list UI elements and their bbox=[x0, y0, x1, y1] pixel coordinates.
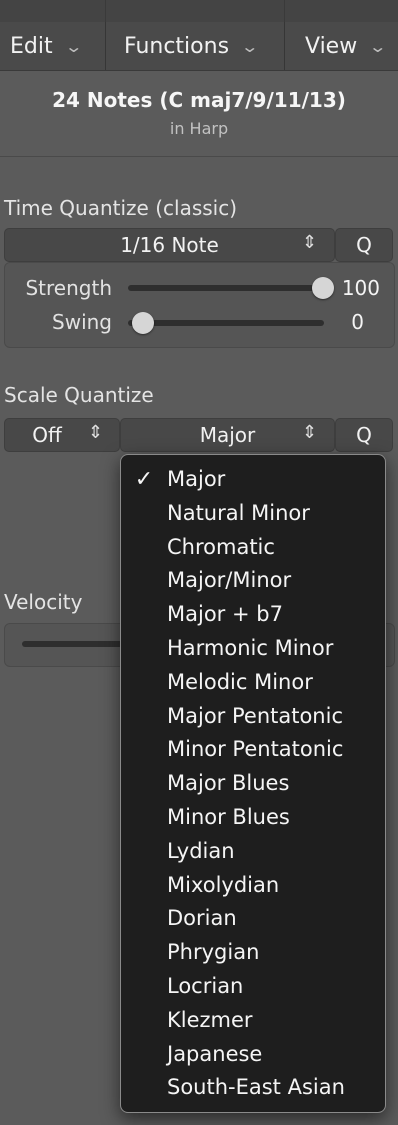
swing-slider-thumb[interactable] bbox=[132, 312, 154, 334]
up-down-chevron-icon: ⇕ bbox=[88, 422, 104, 443]
scale-menu-item-label: Minor Pentatonic bbox=[167, 737, 344, 762]
top-strip-divider bbox=[284, 0, 285, 22]
time-quantize-panel bbox=[4, 262, 395, 348]
velocity-heading: Velocity bbox=[4, 590, 83, 614]
scale-menu-item-label: Locrian bbox=[167, 974, 244, 998]
swing-slider-track[interactable] bbox=[128, 320, 324, 326]
scale-menu-item[interactable] bbox=[121, 766, 385, 800]
view-menu-label: View bbox=[305, 33, 358, 59]
menu-divider bbox=[284, 22, 285, 70]
scale-menu-item[interactable] bbox=[121, 1037, 385, 1071]
scale-menu-item-label: Major bbox=[167, 467, 226, 491]
strength-value[interactable]: 100 bbox=[341, 276, 380, 300]
scale-menu-item[interactable] bbox=[121, 597, 385, 631]
view-menu[interactable] bbox=[305, 22, 388, 70]
scale-menu-item[interactable] bbox=[121, 665, 385, 699]
scale-menu-item[interactable] bbox=[121, 563, 385, 597]
scale-menu-item-label: Mixolydian bbox=[167, 872, 280, 897]
scale-menu-item[interactable] bbox=[121, 631, 385, 665]
scale-quantize-q-label: Q bbox=[356, 423, 372, 447]
time-quantize-heading: Time Quantize (classic) bbox=[4, 196, 238, 220]
chevron-down-icon: ⌄ bbox=[368, 36, 388, 56]
scale-menu-item[interactable] bbox=[121, 732, 385, 766]
checkmark-icon: ✓ bbox=[134, 466, 154, 492]
edit-menu-label: Edit bbox=[10, 33, 53, 59]
swing-value[interactable]: 0 bbox=[351, 310, 364, 334]
scale-menu-item[interactable] bbox=[121, 935, 385, 969]
velocity-slider-track[interactable] bbox=[22, 641, 132, 647]
scale-menu-item-label: Minor Blues bbox=[167, 805, 290, 829]
scale-menu-item[interactable] bbox=[121, 462, 385, 496]
menu-divider bbox=[105, 22, 106, 70]
scale-menu-item-label: Major + b7 bbox=[167, 602, 283, 627]
window-top-strip bbox=[0, 0, 398, 22]
up-down-chevron-icon: ⇕ bbox=[302, 422, 318, 443]
region-subtitle: in Harp bbox=[169, 119, 229, 138]
scale-menu-item-label: Melodic Minor bbox=[167, 669, 313, 694]
time-quantize-q-label: Q bbox=[356, 233, 372, 257]
chevron-down-icon: ⌄ bbox=[240, 36, 260, 56]
scale-menu-item-label: Natural Minor bbox=[167, 500, 310, 525]
scale-menu-item[interactable] bbox=[121, 868, 385, 902]
scale-menu-item[interactable] bbox=[121, 969, 385, 1003]
scale-type-value: Major bbox=[199, 423, 256, 447]
scale-menu-item-label: Harmonic Minor bbox=[167, 636, 334, 660]
scale-menu-item-label: Phrygian bbox=[167, 940, 260, 965]
scale-root-value: Off bbox=[32, 423, 62, 447]
functions-menu[interactable] bbox=[124, 22, 260, 70]
scale-menu-item[interactable] bbox=[121, 1070, 385, 1104]
scale-menu-item-label: Lydian bbox=[167, 838, 235, 863]
scale-menu-item-label: Dorian bbox=[167, 906, 237, 931]
time-quantize-value-select[interactable] bbox=[4, 228, 335, 262]
scale-quantize-q-button[interactable] bbox=[335, 418, 393, 452]
scale-menu-item-label: Klezmer bbox=[167, 1007, 253, 1032]
scale-popup-menu bbox=[120, 454, 386, 1113]
functions-menu-label: Functions bbox=[124, 33, 230, 59]
swing-label: Swing bbox=[52, 310, 112, 334]
section-divider bbox=[0, 156, 398, 157]
scale-menu-item-label: South-East Asian bbox=[167, 1075, 345, 1100]
scale-menu-item[interactable] bbox=[121, 834, 385, 868]
strength-label: Strength bbox=[25, 276, 112, 300]
scale-menu-item-label: Major/Minor bbox=[167, 568, 292, 593]
region-title: 24 Notes (C maj7/9/11/13) bbox=[52, 88, 346, 112]
scale-menu-item[interactable] bbox=[121, 800, 385, 834]
scale-menu-item-label: Japanese bbox=[167, 1041, 263, 1066]
scale-menu-item-label: Major Blues bbox=[167, 771, 290, 796]
chevron-down-icon: ⌄ bbox=[63, 36, 83, 56]
top-strip-divider bbox=[105, 0, 106, 22]
scale-quantize-heading: Scale Quantize bbox=[4, 383, 154, 407]
strength-slider-track[interactable] bbox=[128, 285, 324, 291]
scale-menu-item-label: Chromatic bbox=[167, 534, 275, 559]
scale-menu-item[interactable] bbox=[121, 699, 385, 733]
scale-menu-item[interactable] bbox=[121, 1003, 385, 1037]
time-quantize-q-button[interactable] bbox=[335, 228, 393, 262]
scale-menu-item[interactable] bbox=[121, 530, 385, 564]
time-quantize-value: 1/16 Note bbox=[120, 233, 219, 257]
edit-menu[interactable] bbox=[10, 22, 83, 70]
scale-menu-item-label: Major Pentatonic bbox=[167, 703, 343, 728]
scale-menu-item[interactable] bbox=[121, 901, 385, 935]
up-down-chevron-icon: ⇕ bbox=[302, 232, 318, 253]
scale-menu-item[interactable] bbox=[121, 496, 385, 530]
